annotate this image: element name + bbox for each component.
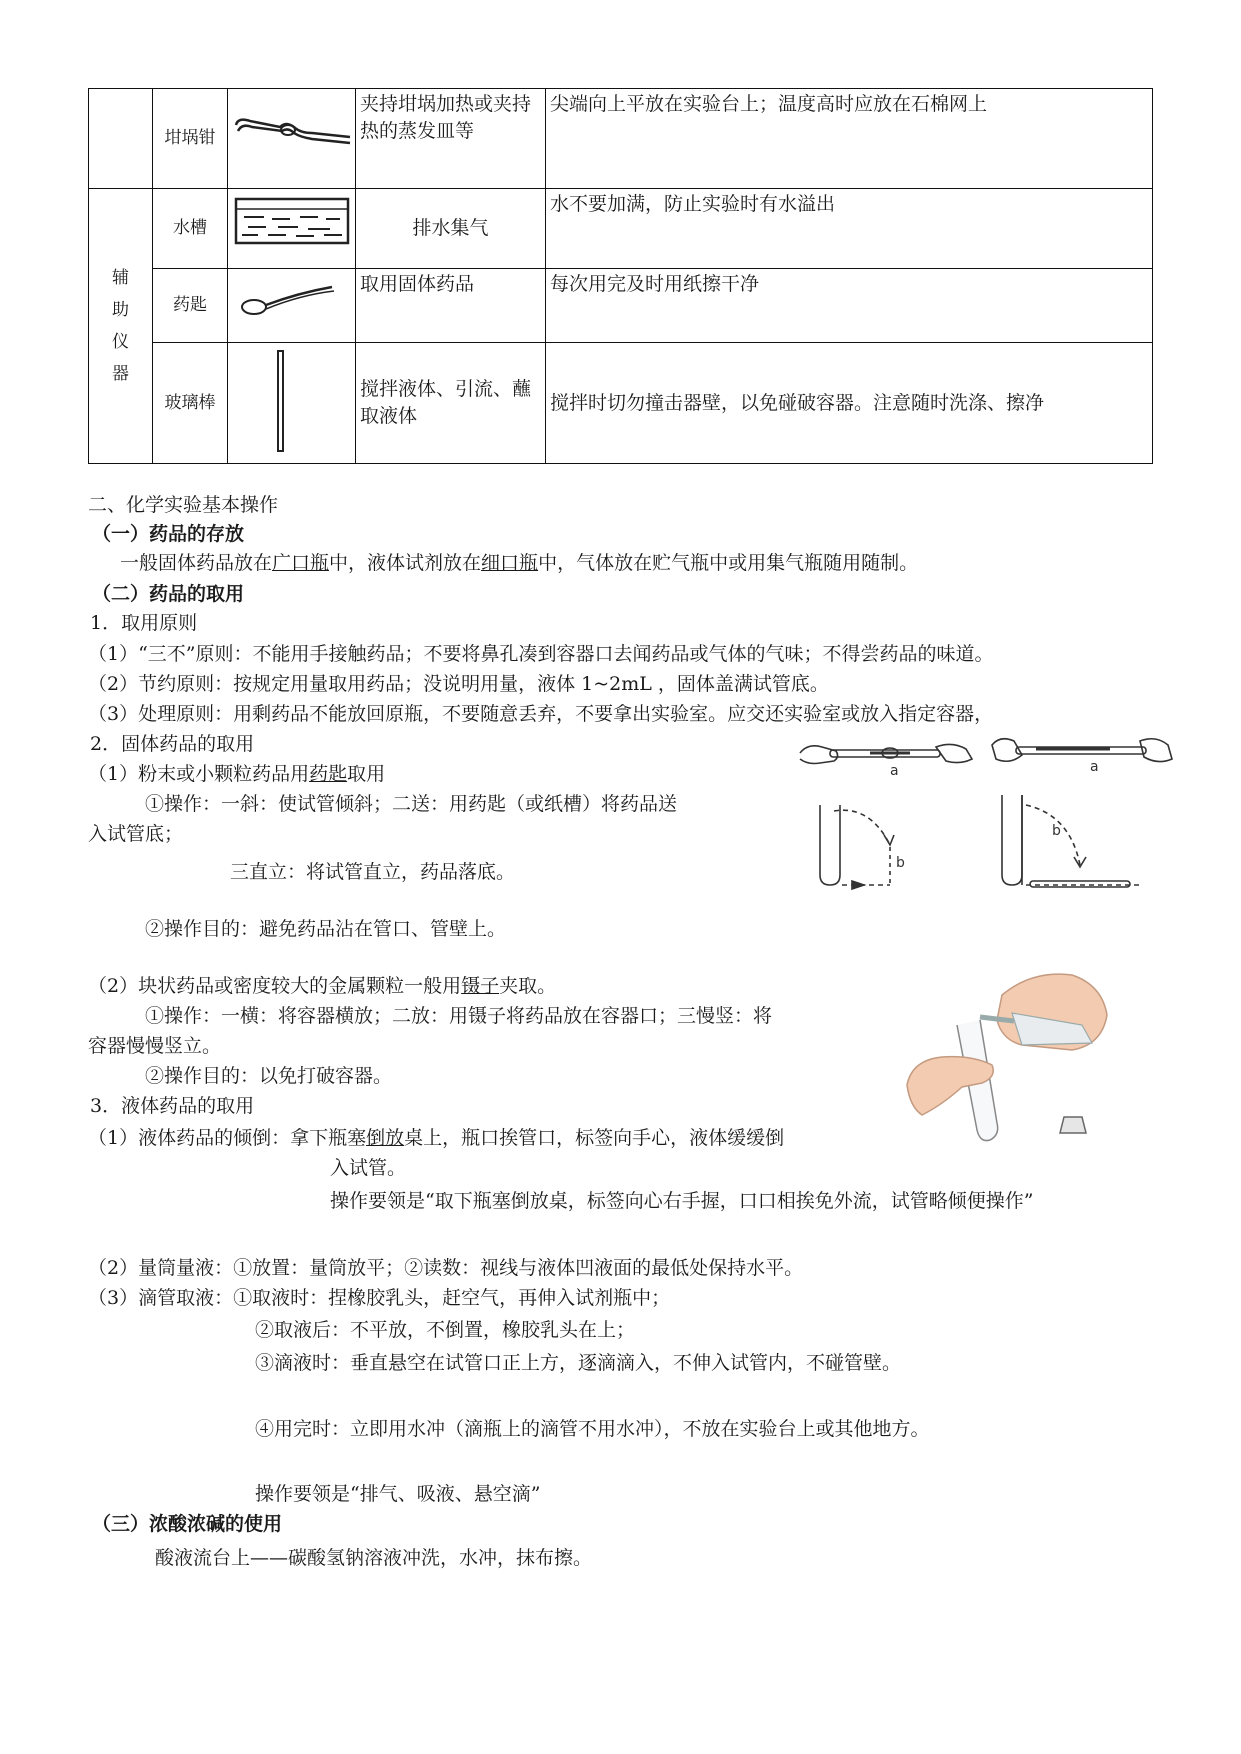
instrument-note: 水不要加满，防止实验时有水溢出 (546, 189, 1153, 269)
underlined-term: 细口瓶 (481, 552, 539, 574)
figure-label-b: b (896, 855, 905, 871)
paragraph (88, 972, 556, 1000)
paragraph: ③滴液时：垂直悬空在试管口正上方，逐滴滴入，不伸入试管内，不碰管壁。 (255, 1352, 902, 1374)
paragraph (88, 1124, 784, 1152)
subsection-heading: （三）浓酸浓碱的使用 (92, 1513, 283, 1535)
instrument-use: 夹持坩埚加热或夹持热的蒸发皿等 (356, 89, 546, 189)
instrument-image-cell (228, 269, 356, 343)
subsection-heading: （一）药品的存放 (92, 523, 245, 545)
category-char: 仪 (112, 332, 129, 352)
upright-tube-arc-icon (820, 805, 894, 889)
paragraph: 三直立：将试管直立，药品落底。 (230, 861, 516, 883)
hands-horizontal-tube-icon (800, 744, 972, 763)
table-row (89, 269, 1153, 343)
underlined-term: 倒放 (366, 1127, 405, 1149)
text-run: 中，气体放在贮气瓶中或用集气瓶随用随制。 (538, 552, 919, 574)
powder-operation-figure (790, 735, 1190, 895)
instrument-table (88, 88, 1153, 464)
instrument-use: 取用固体药品 (356, 269, 546, 343)
instrument-name: 坩埚钳 (153, 89, 228, 189)
pouring-liquid-figure (902, 965, 1122, 1150)
paragraph: （3）滴管取液：①取液时：捏橡胶乳头，赶空气，再伸入试剂瓶中； (88, 1287, 671, 1309)
underlined-term: 镊子 (461, 975, 500, 997)
text-run: （1）粉末或小颗粒药品用 (88, 763, 310, 785)
text-run: 桌上，瓶口挨管口，标签向手心，液体缓缓倒 (404, 1127, 785, 1149)
paragraph: ④用完时：立即用水冲（滴瓶上的滴管不用水冲），不放在实验台上或其他地方。 (255, 1418, 930, 1440)
paragraph: （2）量筒量液：①放置：量筒放平；②读数：视线与液体凹液面的最低处保持水平。 (88, 1257, 804, 1279)
table-row (89, 189, 1153, 269)
medicine-spoon-icon (228, 269, 356, 342)
figure-label-a: a (890, 763, 899, 779)
instrument-note: 尖端向上平放在实验台上；温度高时应放在石棉网上 (546, 89, 1153, 189)
instrument-note: 每次用完及时用纸擦干净 (546, 269, 1153, 343)
subtitle: 2．固体药品的取用 (90, 733, 255, 755)
instrument-use: 排水集气 (356, 189, 546, 269)
instrument-name: 水槽 (153, 189, 228, 269)
paragraph: 入试管底； (88, 823, 184, 845)
text-run: 中，液体试剂放在 (329, 552, 482, 574)
paragraph: 操作要领是“取下瓶塞倒放桌，标签向心右手握，口口相挨免外流，试管略倾便操作” (330, 1190, 1034, 1212)
paragraph: （1）“三不”原则：不能用手接触药品；不要将鼻孔凑到容器口去闻药品或气体的气味；不得尝药品的味道。 (88, 643, 994, 665)
instrument-note: 搅拌时切勿撞击器壁，以免碰破容器。注意随时洗涤、擦净 (546, 343, 1153, 464)
instrument-use: 搅拌液体、引流、蘸取液体 (356, 343, 546, 464)
paragraph (88, 760, 385, 788)
subtitle: 3．液体药品的取用 (90, 1095, 255, 1117)
figure-label-b: b (1052, 823, 1061, 839)
paragraph: ①操作：一横：将容器横放；二放：用镊子将药品放在容器口；三慢竖：将 (145, 1005, 773, 1027)
category-char: 助 (112, 300, 129, 320)
text-run: （1）液体药品的倾倒：拿下瓶塞 (88, 1127, 367, 1149)
hands-horizontal-tube-icon (992, 739, 1172, 762)
category-char: 器 (112, 364, 129, 384)
category-cell (89, 189, 153, 464)
table-row (89, 89, 1153, 189)
crucible-tongs-icon (228, 89, 356, 188)
paragraph: 入试管。 (330, 1157, 407, 1179)
paragraph (120, 549, 918, 577)
text-run: （2）块状药品或密度较大的金属颗粒一般用 (88, 975, 462, 997)
figure-label-a: a (1090, 759, 1099, 775)
bottle-stopper-icon (1060, 1117, 1086, 1133)
subtitle: 1．取用原则 (90, 612, 198, 634)
paragraph: ②操作目的：以免打破容器。 (145, 1065, 393, 1087)
text-run: 夹取。 (499, 975, 557, 997)
underlined-term: 广口瓶 (272, 552, 330, 574)
paragraph: （2）节约原则：按规定用量取用药品；没说明用量，液体 1~2mL ，固体盖满试管底。 (88, 673, 829, 695)
instrument-image-cell (228, 343, 356, 464)
paragraph: （3）处理原则：用剩药品不能放回原瓶，不要随意丢弃，不要拿出实验室。应交还实验室或放入指定容器， (88, 703, 994, 725)
paragraph: 容器慢慢竖立。 (88, 1035, 222, 1057)
instrument-name: 玻璃棒 (153, 343, 228, 464)
upright-tube-arc-icon (1002, 795, 1140, 887)
paragraph: 酸液流台上——碳酸氢钠溶液冲洗，水冲，抹布擦。 (155, 1547, 593, 1569)
instrument-image-cell (228, 89, 356, 189)
underlined-term: 药匙 (309, 763, 348, 785)
category-cell-empty (89, 89, 153, 189)
section-title: 二、化学实验基本操作 (88, 494, 279, 516)
table-row (89, 343, 1153, 464)
subsection-heading: （二）药品的取用 (92, 583, 245, 605)
text-run: 一般固体药品放在 (120, 552, 273, 574)
paragraph: 操作要领是“排气、吸液、悬空滴” (255, 1483, 541, 1505)
water-trough-icon (228, 189, 356, 268)
paragraph: ②取液后：不平放，不倒置，橡胶乳头在上； (255, 1319, 636, 1341)
paragraph: ②操作目的：避免药品沾在管口、管壁上。 (145, 918, 507, 940)
paragraph: ①操作：一斜：使试管倾斜；二送：用药匙（或纸槽）将药品送 (145, 793, 678, 815)
instrument-image-cell (228, 189, 356, 269)
text-run: 取用 (347, 763, 386, 785)
glass-rod-icon (228, 343, 356, 463)
category-char: 辅 (112, 268, 129, 288)
instrument-name: 药匙 (153, 269, 228, 343)
